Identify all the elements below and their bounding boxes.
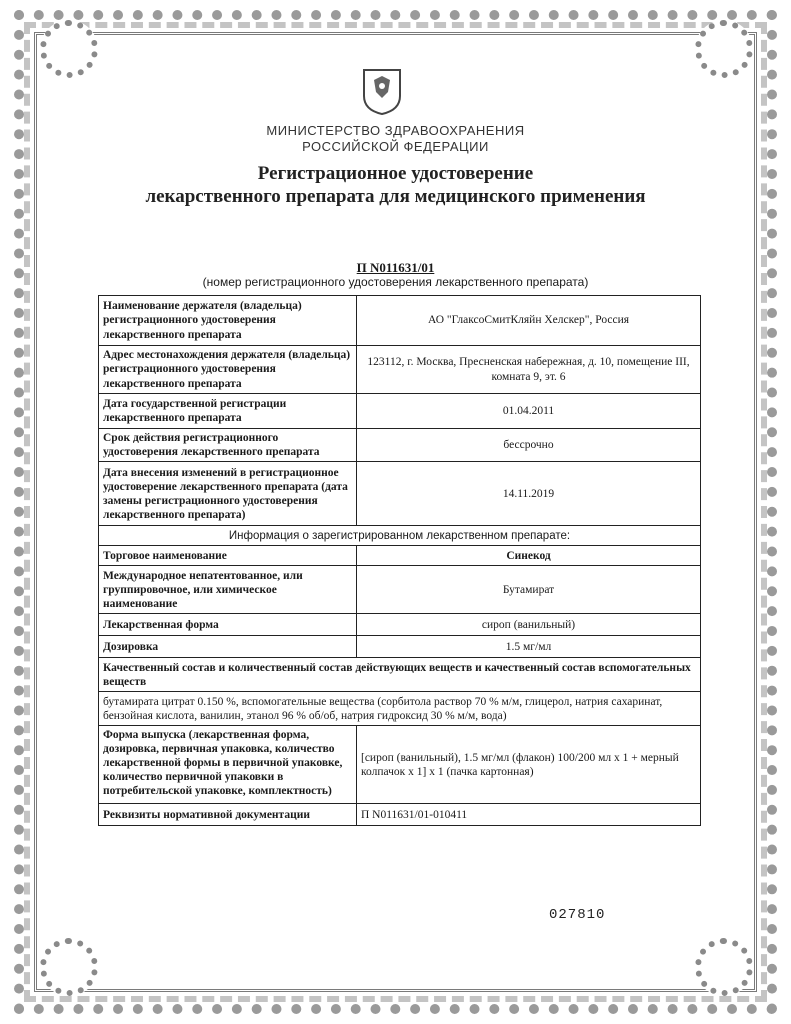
document-title-line2: лекарственного препарата для медицинского применения — [145, 186, 646, 207]
release-form-value: [сироп (ванильный), 1.5 мг/мл (флакон) 100/200 мл x 1 + мерный колпачок x 1] x 1 (пачка картонная) — [357, 726, 701, 804]
change-date-value: 14.11.2019 — [357, 462, 701, 526]
holder-name-value: АО "ГлаксоСмитКляйн Хелскер", Россия — [357, 296, 701, 346]
trade-name-value: Синекод — [357, 546, 701, 566]
dosage-form-value: сироп (ванильный) — [357, 614, 701, 636]
dosage-form-label: Лекарственная форма — [99, 614, 357, 636]
trade-name-label: Торговое наименование — [99, 546, 357, 566]
release-form-label: Форма выпуска (лекарственная форма, дозировка, первичная упаковка, количество лекарственной формы в первичной упаковке, количество первичной упаковки в потребительской упаковке, комплектность) — [99, 726, 357, 804]
ministry-name-line2: РОССИЙСКОЙ ФЕДЕРАЦИИ — [302, 139, 489, 154]
table-row — [99, 566, 701, 614]
change-date-label: Дата внесения изменений в регистрационное удостоверение лекарственного препарата (дата замены регистрационного удостоверения лекарственного препарата) — [99, 462, 357, 526]
table-row — [99, 394, 701, 429]
registration-number: П N011631/01 — [356, 260, 435, 275]
certificate-table — [98, 295, 701, 826]
registration-date-label: Дата государственной регистрации лекарственного препарата — [99, 394, 357, 429]
table-row — [99, 346, 701, 394]
document-title-line1: Регистрационное удостоверение — [257, 163, 534, 184]
table-row — [99, 658, 701, 692]
table-row — [99, 462, 701, 526]
table-row — [99, 296, 701, 346]
normative-docs-value: П N011631/01-010411 — [357, 804, 701, 826]
composition-label: Качественный состав и количественный состав действующих веществ и качественный состав вспомогательных веществ — [99, 658, 701, 692]
registration-date-value: 01.04.2011 — [357, 394, 701, 429]
inn-value: Бутамират — [357, 566, 701, 614]
table-row — [99, 726, 701, 804]
corner-ornament-top-right — [695, 20, 753, 78]
table-row — [99, 526, 701, 546]
registration-number-caption: (номер регистрационного удостоверения лекарственного препарата) — [202, 275, 589, 289]
inn-label: Международное непатентованное, или группировочное, или химическое наименование — [99, 566, 357, 614]
corner-ornament-top-left — [40, 20, 98, 78]
validity-label: Срок действия регистрационного удостоверения лекарственного препарата — [99, 429, 357, 462]
holder-address-label: Адрес местонахождения держателя (владельца) регистрационного удостоверения лекарственного препарата — [99, 346, 357, 394]
drug-info-header: Информация о зарегистрированном лекарственном препарате: — [99, 526, 701, 546]
corner-ornament-bottom-left — [40, 938, 98, 996]
dosage-label: Дозировка — [99, 636, 357, 658]
coat-of-arms-icon — [360, 66, 404, 116]
holder-name-label: Наименование держателя (владельца) регистрационного удостоверения лекарственного препарата — [99, 296, 357, 346]
table-row — [99, 636, 701, 658]
table-row — [99, 546, 701, 566]
ministry-name-line1: МИНИСТЕРСТВО ЗДРАВООХРАНЕНИЯ — [266, 123, 525, 138]
composition-value: бутамирата цитрат 0.150 %, вспомогательные вещества (сорбитола раствор 70 % м/м, глицерол, натрия сахаринат, бензойная кислота, ванилин, этанол 96 % об/об, натрия гидроксид 30 % м/м, вода) — [99, 692, 701, 726]
normative-docs-label: Реквизиты нормативной документации — [99, 804, 357, 826]
validity-value: бессрочно — [357, 429, 701, 462]
serial-number: 027810 — [549, 907, 606, 923]
corner-ornament-bottom-right — [695, 938, 753, 996]
table-row — [99, 429, 701, 462]
table-row — [99, 692, 701, 726]
table-row — [99, 804, 701, 826]
dosage-value: 1.5 мг/мл — [357, 636, 701, 658]
holder-address-value: 123112, г. Москва, Пресненская набережная, д. 10, помещение III, комната 9, эт. 6 — [357, 346, 701, 394]
table-row — [99, 614, 701, 636]
